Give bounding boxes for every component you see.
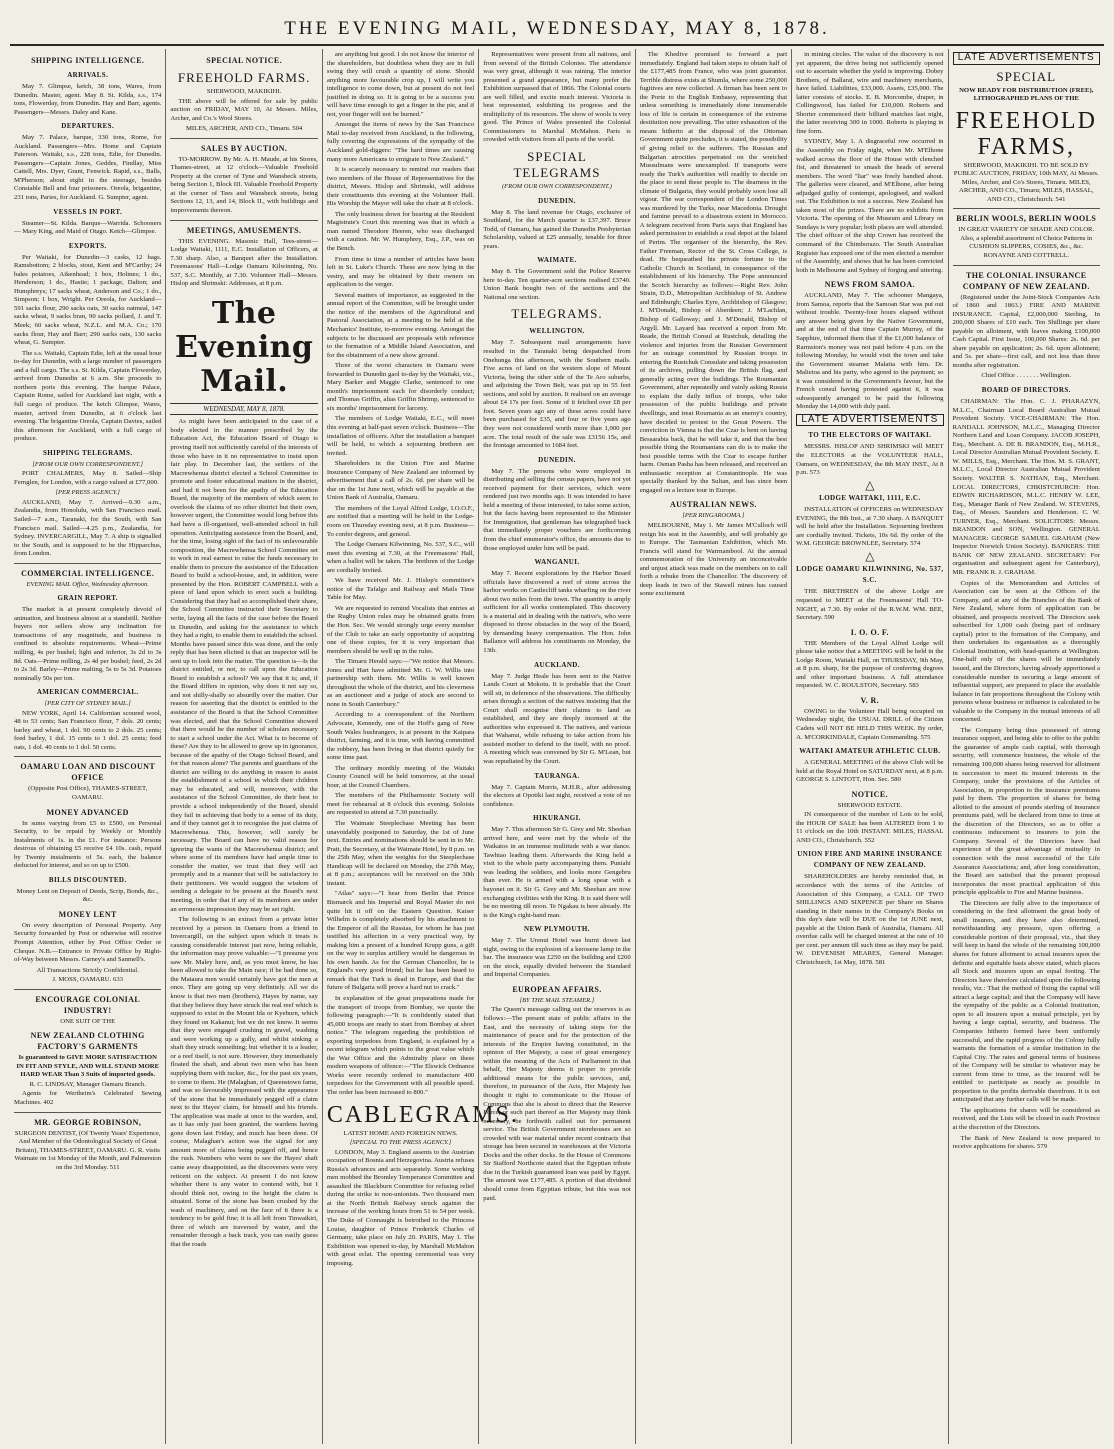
divider	[14, 756, 161, 757]
column-2	[165, 49, 321, 1444]
text-dunedin-land: May 8. The land revenue for Otago, exclusive of Southland, for the March quarter is £37,397. Bruce Todd, of Oamaru, has gained the Dunedin Presbyterian Scholarship, valued at £25 annually, tenable for three years.	[483, 208, 631, 250]
text-melbourne: MELBOURNE, May 1. Mr James M'Culloch will resign his seat in the Assembly, and will probably go to Europe. The Tasmanian Exhibition, which Mr. Francis will stand for Warrnambool. At the annual commemoration of the University an inconceivable and unjust attack was made on the members on to call forth a rebuke from the Chancellor. The discovery of deep leads in two of the Stawell mines has caused some excitement	[639, 521, 788, 598]
heading-union-fire: UNION FIRE AND MARINE INSURANCE COMPANY OF NEW ZEALAND.	[797, 850, 943, 870]
text-plans: NOW READY FOR DISTRIBUTION (FREE), LITHOGRAPHED PLANS OF THE	[959, 86, 1094, 103]
text-san-francisco-mail: Amongst the items of news by the San Francisco Mail to-day received from Auckland, is the following, fully covering the expressions of the sympathy of the Auckland gold-diggers: "The hard times are causing many more Americans to emigrate to New Zealand."	[326, 121, 475, 163]
text-invercargill-letter: The following is an extract from a private letter received by a person in Oamaru from a friend in Invercargill, on the subject upon which it treats is causing considerable interest just now, being reliable, the information may prove valuable:—"I presume you saw Mr. Maley here, and, as you must know, he has been allowed to take the Main race; if he had done so, the Mataura men would certainly have got the men at once. They are going up very definitely. All we do know is that two men (brothers), Hayes by name, say that they believe they have struck the real reef which is supposed to exist in the Mount Ida or Kyeburn, which they found on Kakanui; but we do not know. It seems that they were engaged crushing in gravel, washing and were working up a gully, and whilst sinking a shaft they struck something; but whether it is a leader, or a reef itself, is not sure. However, they immediately floated the shaft, and about two men who has been supplying them with tucker, &c., for the past six years, to come to them. He (Malaghan, of Queenstown fame, and was so favourably impressed with the appearance of the stone that he immediately pegged off a claim next to the Hayes' claim, for himself and his friends. The application was made at once to the warden, and, as it has only just been granted, the wardens having gone down last Friday, and much has been done. Of course, Malaghan's action was the signal for any amount more of claims being pegged off, and hence the rush. Numbers who went to see the Hayes' shaft came away disappointed, as the discoverers were very reticent on the subject. At present I do not know whether there is any water to contend with, but I should think not, owing to the height the claim is situated. Some of the stone has been crushed by the wash of machinery, and on the face of it there is a tendency to be gold fine; it is all left from Tinwaikiri, three of which are traversed by water, and the remainder through a back track, you can easily guess that the roads	[170, 916, 318, 1248]
subhead-special-press: [SPECIAL TO THE PRESS AGENCY.]	[349, 1139, 452, 1147]
heading-freehold-farms-ad: FREEHOLD FARMS,	[955, 107, 1097, 160]
divider	[170, 138, 317, 139]
text-auckland-shipping: AUCKLAND, May 7. Arrived—9.30 a.m., Zealandia, from Honolulu, with San Francisco mail. Sailed—7 a.m., Taranaki, for the South, with San Francisco mail. Sailed—4.25 p.m., Zealandia, for Sydney. INVERCARGILL, May 7. A ship is signalled to the South, and is supposed to be the Hipparchus, from London.	[14, 498, 162, 558]
heading-samoa: NEWS FROM SAMOA.	[824, 280, 915, 290]
heading-special-notice: SPECIAL NOTICE.	[206, 56, 283, 65]
heading-exports: EXPORTS.	[68, 241, 107, 250]
text-bills: Money Lent on Deposit of Deeds, Scrip, Bonds, &c., &c.	[16, 887, 159, 904]
text-waimate: May 8. The Government sold the Police Reserve here to-day. Ten quarter-acre sections realised £3740. Union Bank bought two of the sections and the National one section.	[483, 268, 631, 301]
text-confidential: All Transactions Strictly Confidential.	[36, 966, 139, 974]
column-4	[478, 49, 634, 1444]
text-kilwinning: The Lodge Oamaru Kilwinning, No. 537, S.C., will meet this evening at 7.30, at the Freemasons' Hall, when a ballot will be taken. The brethren of the Lodge are cordially invited.	[326, 541, 475, 574]
ad-installation: INSTALLATION of OFFICERS on WEDNESDAY EVENING, the 8th Inst., at 7.30 sharp. A BANQUET will be held after the Installation. Sojourning brethren are cordially invited. Tickets, 10s 6d. By order of the W.M. GEORGE BROWNLEE, Secretary. 574	[796, 506, 944, 548]
column-3	[322, 49, 519, 1444]
ad-hislop-shrimski: MESSRS. HISLOP AND SHRIMSKI will MEET the ELECTORS at the VOLUNTEER HALL, Oamaru, on WEDNESDAY, the 8th MAY INST., At 8 p.m. 573	[796, 443, 944, 477]
heading-board-directors: BOARD OF DIRECTORS.	[981, 386, 1071, 395]
text-money-advanced: In sums varying from £5 to £500, on Personal Security, to be repaid by Weekly or Monthly Instalments of 1s. in the £1. For instance: Persons desirous of obtaining £5 receive £4 10s. cash, repaid by Twenty instalments of 5s. each, the balance deducted for interest, and so on up to £500.	[14, 819, 162, 870]
divider	[953, 208, 1100, 209]
heading-electors: TO THE ELECTORS OF WAITAKI.	[808, 431, 932, 440]
text-meetings: THIS EVENING. Masonic Hall, Tees-street—Lodge Waitaki, 1111, E.C. Installation of Officers, at 7.30 sharp. Also, a Banquet after the Installation. Freemasons' Hall—Lodge Oamaru Kilwinning, No. 537, S.C. Monthly, at 7.30. Volunteer Hall—Messrs. Hislop and Shrimski: Addresses, at 8 p.m.	[170, 237, 318, 288]
heading-grain-report: GRAIN REPORT.	[57, 594, 118, 603]
text-timaru-herald: The Timaru Herald says:—"We notice that Messrs. Jones and Hart have admitted Mr. G. W. Willis into partnership with them. Mr. Willis is well known throughout the whole of the district, and his cleverness as an auctioneer and a judge of stock are second to none in South Canterbury."	[326, 658, 475, 708]
text-memorandum: Copies of the Memorandum and Articles of Association can be seen at the Offices of the Company, and at any of the Branches of the Bank of New Zealand, where form of application can be obtained, and prospects received. The Directors seek subscribed for 1,000 cash (being part of ordinary capital) prior to the formation of the Company, and then undertaken its organisation as a thoroughly Colonial Institution, with head-quarters at Wellington. One-half only of the shares will be immediately issued, and the Directors, having already apportioned a considerable number in securing a large amount of influential support, are prepared to place the available balance in fair proportions throughout the Colony with persons whose business or influence is calculated to be valuable to the Company in the mutual interests of all concerned.	[952, 579, 1100, 724]
text-loyal-alfred: The members of the Loyal Alfred Lodge, I.O.O.F., are notified that a meeting will be held in the Lodge-room on Thursday evening next, at 8 p.m. Business—To confer degrees, and general.	[326, 504, 475, 538]
divider	[953, 265, 1100, 266]
text-northern-advocate: According to a correspondent of the Northern Advocate, Kennedy, one of the Hoff's gang of New South Wales bushrangers, is at present in the Kaipara district, farming, and it is true, with having committed the robbery, has been living in that district quietly for some time past.	[326, 711, 475, 762]
newspaper-title: The Evening Mail.	[175, 295, 314, 399]
heading-dunedin: DUNEDIN.	[538, 196, 576, 205]
text-chief-office: Chief Office . . . . . . . Wellington.	[981, 372, 1072, 380]
heading-money-advanced: MONEY ADVANCED	[46, 807, 129, 817]
heading-notice: NOTICE.	[851, 789, 888, 799]
text-european: The Queen's message calling out the reserves is as follows:—The present state of public affairs in the East, and the necessity of taking steps for the maintenance of peace and for the protection of the interests of the Empire having constituted, in the opinion of Her Majesty, a case of great emergency within the meaning of the Acts of Parliament in that behalf, Her Majesty deems it proper to provide additional means for the public services, and, therefore, in pursuance of the Acts, Her Majesty has thought it right to communicate to the House of Commons that she is about to direct that the Reserve Force, or such part thereof as Her Majesty may think necessary, be forthwith called out for permanent service. The British Government storehouses are so crowded with war material under recent contracts that storage has been secured in warehouses at the Victoria Docks and the other docks. In the House of Commons Sir Stafford Northcote stated that the Egyptian tribute due in the Turkish guaranteed loan was paid by Egypt. The amount was £177,485. A portion of that dividend should come from Egyptian tribute, but this was not paid.	[483, 1006, 631, 1202]
text-exports: Per Waitaki, for Dunedin—3 casks, 12 bags. Ramsbottom; 2 blocks, stout, Kent and M'Carthy; 24 bales potatoes, Aikenhead; 1 box, Holmes; 1 do., Henderson; 1 do., Hastie; 1 package, Dalton; and Humphreys; 17 sacks wheat, Anderson and Co.; 1 do., Simpson; 1 box, Wright. Per Oreola, for Auckland—591 sacks flour, 290 sacks oats, 30 sacks oatmeal, 147 sacks wheat, 9 sacks bran, 90 sacks pollard, J. and T. Meek; 60 sacks wheat, N.Z.L. and M.A. Co.; 170 sacks flour, Hay and Barr; 290 sacks oats, 130 sacks wheat, G. Sumpter.	[14, 253, 162, 347]
heading-australian-news: AUSTRALIAN NEWS.	[669, 500, 757, 510]
text-company-support: The Company being thus possessed of strong insurance support, and being able to offer to the public the guarantee of ample cash capital, with thorough security, will commence business, the whole of the remaining 100,000 shares being reserved for allotment in succession to meet its insured interests in the Company, under the provisions of the Articles of Association, in proportion to the insurance premiums paid by them. The proportion of shares for being allotted to the amount of pounds sterling of insurance premiums paid, will be declared from time to time at the discretion of the Directors, so as to offer a continuous inducement to insurers to join the Company. Several of the Directors have had experience of the great advantage of mutuality in connection with the most successful of the Life Assurance Associations; and, after long consideration, the Board are satisfied that the present proposal incorporates the most practical application of this principle applicable to Fire and Marine business.	[952, 726, 1100, 897]
masthead-rule	[10, 44, 1104, 46]
text-census: May 7. The persons who were employed in distributing and selling the census papers, have not yet received payment for their services, which were rendered just two months ago. It was intended to have held a meeting of those interested, to take some action, but the facts having been represented to the Minister for Immigration, that gentleman has telegraphed back that immediately proper vouchers are forthcoming from the chief enumerator's office, the amounts due to those employed under him will be paid.	[483, 467, 631, 552]
subhead-ringarooma: [PER RINGAROOMA.]	[682, 512, 745, 520]
heading-robinson: MR. GEORGE ROBINSON,	[34, 1117, 142, 1127]
divider	[170, 220, 317, 221]
heading-berlin-wools: BERLIN WOOLS, BERLIN WOOLS	[956, 214, 1097, 224]
text-port-chalmers: PORT CHALMERS, May 8. Sailed—Ship Fernglen, for London, with a cargo valued at £77,000.	[14, 470, 162, 486]
column-7	[948, 49, 1104, 1444]
heading-loan-office: OAMARU LOAN AND DISCOUNT OFFICE	[20, 762, 156, 783]
ad-athletic: A GENERAL MEETING of the above Club will be held at the Royal Hotel on SATURDAY next, at 8 p.m. GEORGE S. LINTOTT, Hon. Sec. 580	[796, 759, 944, 784]
heading-telegrams: TELEGRAMS.	[511, 306, 603, 322]
text-one-suit: ONE SUIT OF THE	[60, 1017, 116, 1025]
masonic-emblem-icon: △	[865, 548, 875, 563]
heading-commercial: COMMERCIAL INTELLIGENCE.	[21, 568, 155, 578]
heading-late-ads: LATE ADVERTISEMENTS	[796, 414, 943, 427]
heading-lodge-kilwinning: LODGE OAMARU KILWINNING, No. 537, S.C.	[796, 565, 944, 585]
divider	[14, 1112, 161, 1113]
subhead-latest-news: LATEST HOME AND FOREIGN NEWS.	[343, 1129, 458, 1137]
subhead-correspondent: (FROM OUR OWN CORRESPONDENT.)	[501, 183, 612, 191]
heading-american: AMERICAN COMMERCIAL.	[36, 688, 139, 697]
heading-meetings: MEETINGS, AMUSEMENTS.	[186, 225, 302, 235]
column-5	[635, 49, 791, 1444]
text-philharmonic: The members of the Philharmonic Society will meet for rehearsal at 8 o'clock this evening. Soloists are requested to attend at 7.30 punctually.	[326, 792, 475, 817]
text-bank-nz: The Bank of New Zealand is now prepared to receive applications for shares. 579	[952, 1134, 1100, 1151]
heading-clothing-factory: NEW ZEALAND CLOTHING FACTORY'S GARMENTS	[30, 1031, 145, 1052]
text-sales: TO-MORROW. By Mr. A. H. Maude, at his Stores, Thames-street, at 12 o'clock—Valuable Freehold Property at the corner of Tyne and Wansbeck streets, being Section 1, Block III. Valuable Freehold Property at the corner of Tees and Wansbeck streets, being Sections 12, 13, and 14, Block II., with buildings and improvements thereon.	[170, 155, 318, 215]
text-moss: J. MOSS, OAMARU. 633	[52, 976, 124, 984]
text-lodge-waitaki: The members of Lodge Waitaki, E.C., will meet this evening at half-past seven o'clock. Business—The installation of officers. After the installation a banquet will be held, to which a sojourning brethren are invited.	[326, 415, 475, 457]
heading-new-plymouth: NEW PLYMOUTH.	[524, 925, 590, 934]
text-dentist: SURGEON DENTIST, (Of Twenty Years' Experience, And Member of the Odontological Society of Great Britain), THAMES-STREET, OAMARU. G. R. visits Waimate on 1st Monday of the Month, and Palmerston on the 3rd Monday. 511	[14, 1129, 162, 1171]
text-tauranga: May 7. Captain Morris, M.H.R., after addressing the electors at Opotiki last night, received a vote of no confidence.	[483, 783, 631, 808]
text-agricultural: Several matters of importance, as suggested in the annual report of the Committee, will be brought under the notice of the members of the Agricultural and Pastoral Association, at a meeting to be held at the Mechanics' Institute, to-morrow evening. Amongst the subjects to be discussed are proposals with reference to the formation of a Middle Island Association, and for the obtainment of a new show ground.	[326, 291, 475, 359]
subhead-mail: [PER CITY OF SYDNEY MAIL.]	[44, 700, 131, 708]
text-steeplechase: The Waimate Steeplechase Meeting has been unavoidably postponed to Saturday, the 1st of June next. Entries and nominations should be sent in to Mr. Pratt, the Secretary, at the Waimate Hotel, by 8 p.m. on the 25th May, when the weights for the Steeplechase Handicap will be declared on Monday, the 27th May, at 8 p.m.; acceptances will be received on the 30th instant.	[326, 820, 475, 887]
heading-hikurangi: HIKURANGI.	[533, 814, 581, 823]
text-freehold-auction: SHERWOOD, MAKIKIHI. TO BE SOLD BY PUBLIC AUCTION, FRIDAY, 10th MAY, At Messrs. Miles, Archer, and Co's Stores, Timaru. MILES, ARCHER, AND CO., Timaru; MILES, HASSAL, AND CO., Christchurch. 541	[953, 161, 1099, 203]
heading-sherwood-estate: SHERWOOD ESTATE.	[837, 801, 903, 809]
heading-shipping-telegrams: SHIPPING TELEGRAMS.	[42, 448, 133, 457]
text-wanganui: May 7. Recent explorations by the Harbor Board officials have discovered a reef of stone across the harbor works on Castlecliff tanks wharfing on the river about two miles from the town. The quantity is amply sufficient for all works contemplated. This discovery is a material aid in dealing with the native's, who were disposed to throw obstacles in the way of the Board, by demanding heavy compensation. The Hon. John Ballance will address his constituents on Monday, the 13th.	[483, 570, 631, 654]
heading-encourage: ENCOURAGE COLONIAL INDUSTRY!	[35, 994, 141, 1015]
divider	[14, 989, 161, 990]
subhead-correspondent: [FROM OUR OWN CORRESPONDENT.]	[32, 460, 144, 468]
text-arrivals: May 7. Glimpse, ketch, 38 tons, Wares, from Dunedin. Master, agent. May 8. St. Kilda, s.s., 174 tons, Flowerday, from Dunedin. Hay and Barr, agents. Passengers—Messrs. Daley and Kane.	[14, 83, 162, 116]
column-1	[10, 49, 165, 1444]
text-satisfaction: Is guaranteed to GIVE MORE SATISFACTION IN FIT AND STYLE, AND WILL STAND MORE HARD WEAR Than 3 Suits of imported goods.	[16, 1054, 160, 1079]
divider	[14, 563, 161, 564]
text-lindsay: R. C. LINDSAY, Manager Oamaru Branch.	[29, 1080, 146, 1088]
text-vessels: Steamer—St. Kilda. Barque—Warrida. Schooners — Mary King, and Maid of Otago. Ketch—Glimpse.	[14, 219, 162, 236]
text-directors-alive: The Directors are fully alive to the importance of considering in the first allotment the great body of small insurers, and they have also determined, notwithstanding any pressure, upon offering a considerable portion of their proposal, viz., that they will keep in hand the whole of the remaining 100,000 shares for future allotment to actual insurers upon the definite and equitable basis above stated, which places all Stock and insurers upon an equal footing. The Directors have therefore calculated upon the following results, viz.: That the method of fixing the capital will attract a large capital; and that the Company will have the sympathy of the public as a Colonial Institution, open to all insurers upon a mutual principle, yet by having a large capital, security, and business. The Companies hitherto formed have been uniformly successful, and the rapid progress of the Colony fully warrants the formation of a similar institution in the Capital City. The rates and general terms of business of the Company will be similar to whatever may be current from time to time, as the insured will be entitled to participate as nearly as possible in proportion to the profits derivable therefrom. It is not anticipated that any further calls will be made.	[952, 899, 1100, 1104]
heading-departures: DEPARTURES.	[61, 122, 115, 131]
heading-bills: BILLS DISCOUNTED.	[48, 875, 127, 884]
masthead: THE EVENING MAIL, WEDNESDAY, MAY 8, 1878.	[284, 18, 830, 39]
text-sherwood: SHERWOOD, MAKIKIHI.	[206, 88, 282, 95]
heading-late-ads: LATE ADVERTISEMENTS	[953, 52, 1100, 65]
editorial-education-board: As might have been anticipated in the case of a body elected in the manner prescribed by the Education Act, the Education Board of Otago is proving itself not sufficiently careful of the interests of those who have in it no representative to insist upon fair play. In December last, the settlers of the Macrewhenua district elected a School Committee to promote and foster educational matters in the district, and had it not been for the apathy of the Education Board, the majority of the members of which seem to overlook the claims of no other district but their own, however urgent, the Committee would long before this had have a ill-organised, well-attended school in full operation. Anticipating assistance from the Board, and, for the time, losing sight of the fact of its unfavourable composition, the Macrewhenua School Committee set to work in real earnest to raise the funds necessary to enable them to procure the assistance of the Education Board to build a school-house, and, in addition, were presented by the Hon. ROBERT CAMPBELL with a piece of land upon which to erect such a building. Considering that they had so accomplished their share, the School Committee instructed their Secretary to write, laying all the facts of the case before the Board in Dunedin, and asking for the assistance to which they had a right, to enable them to establish the school. Months have passed since this was done, and the only reply that has been elicited is that an inspector will be sent up to look into the matter. The question is—Is the district entitled, or not, to call upon the Education Board to establish a school? We say that it is; and, if the Board differs in opinion, why does it not say so, and not shilly-shally so absurdly over the matter. Our reason for asserting that the district is entitled to the assistance of the Board is that the School Committee was elected, and that the School Committee showed that there would be the number of scholars necessary to start a school under the Act. What is to become of these? Are they to be allowed to grow up in ignorance, because of the apathy of the Otago School Board, and for that reason alone? The parents and guardians of the district are willing to do anything in reason to assist the establishment of a school in which their children may be educated, and will, moreover, with the assistance of the School Committee, do their best to provide a school independently of the Board, should they fail in achieving that body to a sense of its duty, and if they cannot get it to recognise the just claims of Macrewhenua. This, however, will surely be necessary. The Board can have no valid reason for ignoring the wants of the Macrewhenua district; and where some of its members have had ample time to consider the matter, we trust that they will act promptly and in a manner that will be satisfactory to their petitioners. We would suggest the wisdom of sending a delegate to be present at the Board's next meeting, in order that if any of its members are under an erroneous impression they may be set right.	[170, 418, 318, 913]
heading-special-telegrams: SPECIAL TELEGRAMS	[513, 149, 601, 181]
text-shipping-notes: The s.s. Waitaki, Captain Edie, left at the usual hour to-day for Dunedin, with a large number of passengers and a full cargo. The s.s. St. Kilda, Captain Flowerday, arrived from Dunedin at 6 a.m. She proceeds to northern ports this evening. The barque Palace, Captain Rome, sailed for Auckland last night, with a full cargo of produce. The ketch Glimpse, Wares, master, arrived from Dunedin, at 6 o'clock last evening. The brigantine Oreola, Captain Davies, sailed this afternoon for Auckland, with a full cargo of produce.	[14, 349, 162, 443]
text-time-table: We have received Mr. J. Hislop's committee's notice of the Tafalgo and Railway and Mails Time Table for May.	[326, 577, 475, 602]
heading-auckland: AUCKLAND.	[534, 660, 580, 669]
text-torpedoes: In explanation of the great preparations made for the transport of troops from Bombay, we quote the following paragraph:—"It is confidently stated that 45,000 troops are ready to start from Bombay at short notice." The telegram regarding the prohibition of exporting torpedoes from England, is explained by a recent telegram which points to the great value which the War Office and the Admiralty place on these modern weapons of offence:—"The Elswick Ordnance Works were recently ordered to manufacture 400 torpedoes for the Government with all possible speed. The order has been increased to 800."	[326, 994, 475, 1096]
ad-brethren: THE BRETHREN of the above Lodge are requested to MEET at the Freemasons' Hall TO-NIGHT, at 7.30. By order of the R.W.M. WM. BEE, Secretary. 590	[796, 588, 944, 622]
text-directors: CHAIRMAN: The Hon. C. J. PHARAZYN, M.L.C., Chairman Local Board Australian Mutual Provident Society. VICE-CHAIRMAN: The Hon. RANDALL JOHNSON, M.L.C., Managing Director Northern Land and Loan Company. JACOB JOSEPH, Esq., Merchant. A. DE B. BRANDON, Esq., M.H.R., Local Director Australian Mutual Provident Society. E. W. MILLS, Esq., Merchant. The Hon. M. S. GRANT, M.L.C., Local Director Australian Mutual Provident Society. WALTER S. NATHAN, Esq., Merchant. LOCAL DIRECTORS, CHRISTCHURCH: Hon. EDWIN RICHARDSON, M.L.C. HENRY W. LEE, Esq., Manager Bank of New Zealand. W. STEVENS, Esq., of Messrs. Saunders and Henderson. C. W. TURNER, Esq., Merchant. SOLICITORS: Messrs. BRANDON and SON, Wellington. GENERAL MANAGER: GEORGE SAMUEL GRAHAM (New Inspector Norwich Union Society). BANKERS: THE BANK OF NEW ZEALAND. SECRETARY: For organisation and subsequent agent for Canterbury), MR. FRANK R. J. GRAHAM.	[952, 398, 1100, 576]
ad-loyal-alfred: THE Members of the Loyal Alfred Lodge will please take notice that a MEETING will be held in the Lodge Room, Waitaki Hall, on THURSDAY, 9th May, at 8 p.m. sharp, for the purpose of conferring degrees and other important business. A full attendance requested. W. C. ROULSTON, Secretary. 583	[796, 639, 944, 690]
text-wellington: May 7. Subsequent mail arrangements have resulted in the Taranaki being despatched from Onehunga this afternoon, with the Southern mails. Five acres of land on the western slope of Mount Victoria, being the other side of the Te Aro suburbs, and adjoining the Town Belt, was put up in 55 feet sections, and sold by auction. It realised on an average about £4 17s per foot. Some of it fetched over £8 per foot. Seven years ago any of these acres could have been purchased for £35, and four or five years ago they were not considered worth more than 1,000 per acre. The total result of the sale was £3156 15s, and the frontage amounted to 1684 feet.	[483, 339, 631, 450]
text-sewing: Agents for Wertheim's Celebrated Sewing Machines. 402	[14, 1090, 162, 1107]
text-letter-cont: are anything but good. I do not know the interior of the shareholders, but doubtless when they are in full swing they will crush a quantity of stone. Should anything more favourable crop up, I will write you intelligence to come down, but at present do not feel justified in doing so. It is going to be a success you will have time enough to get a finger in the pie, and if not, your finger will not be burned."	[326, 51, 475, 118]
text-representatives: It is scarcely necessary to remind our readers that two members of the House of Representatives for the district, Messrs. Hislop and Shrimski, will address their constituents this evening at the Volunteer Hall. His Worship the Mayor will take the chair at 8 o'clock.	[326, 166, 475, 208]
ad-union-fire: SHAREHOLDERS are hereby reminded that, in accordance with the terms of the Articles of Association of this Company, a CALL OF TWO SHILLINGS AND SIXPENCE per Share on Shares standing in their names in the Company's Books on this day's date will be DUE on the 1st JUNE next, payable at the Union Bank of Australia, Oamaru. All overdue calls will be charged interest at the rate of 10 per cent. per annum till such time as they may be paid. W. DEVENISH MEARES, General Manager. Christchurch, 1st May, 1878. 581	[796, 873, 944, 966]
text-auckland: May 7. Judge Heale has been sent to the Native Lands Court at Mokotu. It is probable that the Court will sit, in deference of the observations. The difficulty arises through a section of the natives insisting that the Court shall recognise their claims to land as established, and they are deeply incensed at the authorities who expressed it. The natives, and various that Wahanui, while refusing to take action from his assisted mother to defend to the itself, with no proof. A meeting which was convened by Sir G. M'Lean, but was repudiated by the Court.	[483, 672, 631, 765]
text-capital: (Registered under the Joint-Stock Companies Acts of 1860 and 1863.) FIRE AND MARINE INSURANCE. Capital, £2,000,000 Sterling, In 200,000 Shares of £10 each. Ten Shillings per share payable on allotment, with leaves making £100,000 Cash Capital. First Issue, 100,000 Shares: 2s. 6d. per share payable on application; 2s. 6d. upon allotment; and 5s. per share—first call, and not less than three months after registration.	[952, 293, 1100, 369]
masonic-emblem-icon: △	[865, 477, 875, 492]
heading-tauranga: TAURANGA.	[534, 771, 580, 780]
text-gaol: Three of the worst characters in Oamaru were forwarded to Dunedin gaol to-day by the Waitaki, viz., Mary Barker and Maggie Clarke, sentenced to one month's imprisonment each for disorderly conduct; and Thomas Griffin, alias Griffin Shrimp, sentenced to six months' imprisonment for larceny.	[326, 362, 475, 412]
text-mining: in mining circles. The value of the discovery is not yet apparent, the drive being not sufficiently opened out to ascertain whether the yield is improving. Dobey Brothers, of Ballarat, wire and machinery merchants, have failed. Liabilities, £33,000. Assets, £35,000. The latter consists of stocks. E. B. Morcombe, draper, in Collingwood, has failed for £10,000. Roberts and Shorter commenced their billiard matches last night, the latter receiving 300 in 1000. Roberts is playing in fine form.	[796, 51, 944, 135]
columns	[10, 49, 1104, 1444]
heading-wanganui: WANGANUI.	[534, 558, 580, 567]
heading-european-affairs: EUROPEAN AFFAIRS.	[512, 984, 602, 994]
ad-volunteer-drill: OWING to the Volunteer Hall being occupied on Wednesday night, the USUAL DRILL of the Citizen Cadets will NOT BE HELD THIS WEEK. By order, A. M'CORKINDALE, Captain Commanding. 575	[796, 707, 944, 741]
heading-shipping: SHIPPING INTELLIGENCE.	[31, 56, 145, 65]
heading-sales-by-auction: SALES BY AUCTION.	[200, 143, 288, 153]
text-rugby: We are requested to remind Vocalists that entries at the Rugby Union rules may be obtained gratis from the Hon. Sec. We would strongly urge every member of the Club to take an early opportunity of acquiring one of these copies, for it is very important that members should be well up in the rules.	[326, 604, 475, 655]
text-money-lent: On every description of Personal Property. Any Security forwarded by Post or otherwise will receive Prompt Attention, either by Post Office Order or Cheque. N.B.—Entrance to Private Office by Right-of-Way between Messrs. Carney's and Sanmell's.	[14, 921, 162, 964]
heading-cablegrams: CABLEGRAMS.	[326, 1101, 519, 1128]
text-county-council: The ordinary monthly meeting of the Waitaki County Council will be held tomorrow, at the usual hour, at the Council Chambers.	[326, 764, 475, 789]
heading-vessels-in-port: VESSELS IN PORT.	[53, 207, 123, 216]
text-sydney: SYDNEY, May 1. A disgraceful row occurred in the Assembly on Friday night, when Mr. M'Elhone walked across the floor of the House with clenched fist, and threatened to smash the heads of several members. The word "liar" was freely bandied about. The galleries were cleared, and M'Elhone, after being adjudged guilty of contempt, apologised, and walked out. The Exhibition is not a success. New Zealand has taken most of the prizes. There are no exhibits from Victoria. The opening of the Museum and Library on Sundays is very popular; both places are well attended. The chief officer of the ship Crown has received the command of the Chimborazo. The South Australian Register has exposed one of the men elected a member of the Assembly, and shows that he has been convicted both in Melbourne and Sydney of forging and uttering.	[796, 138, 944, 274]
text-departures: May 7. Palace, barque, 330 tons, Rome, for Auckland. Passengers—Mrs. Home and Captain Paterson. Waitaki, s.s., 228 tons, Edie, for Dunedin. Passengers—Captain Jones, Geddes, Findlay, Miss Cattell, Mrs. Dyer, Grant, Fenwick. Rapid, s.s., Balls, M'Pherson; about eight in the steerage, besides Constable Bell and four prisoners. Oreola, brigantine, 231 tons, Paries, for Auckland. G. Sumpter, agent.	[14, 134, 162, 202]
text-new-york: NEW YORK, April 14. Californian scoured wool, 48 to 53 cents; San Francisco flour, 7 dols. 20 cents; barley and wheat, 1 dol. 90 cents to 2 dols. 25 cents; feed barley, 1 dol. 15 cents to 1 dol. 25 cents; feed oats, 1 dol. 40 cents to 1 dol. 50 cents.	[14, 709, 162, 751]
column-6	[791, 49, 947, 1444]
text-atlas: "Atlas" says:—"I hear from Berlin that Prince Bismarck and his Imperial and Royal Master do not quite hit it off on the Eastern Question. Kaiser Wilhelm is completely absorbed by his attachment to the Emperor of all the Russias, for whom he has just testified his affection in a very practical way, by making him a present of a hundred Krupp guns, a gift on the way to surplus artillery would be dangerous in his own hands. As for the German Chancellor, he is England's very good friend; but he has been heard to remark that the Turk is dead in Europe, and that the future of Bulgaria will prove a hard nut to crack."	[326, 890, 475, 992]
text-loan-address: (Opposite Post Office), THAMES-STREET, OAMARU.	[28, 785, 148, 801]
heading-money-lent: MONEY LENT	[58, 909, 117, 919]
text-hikurangi: May 7. This afternoon Sir G. Grey and Mr. Sheehan arrived here, and were met by the whole of the Waikatos in an immense multitude with a war dance. Tawhiao leading them. Afterwards the King held a visit to the whole party accompanying them. Puniahi was leading the soldiers, and looks more Gengebru than ever. He is armed with a long spear with a bayonet on it. Sir G. Grey and Mr. Sheehan are now exchanging civilities with the King. It is said there will be no meeting till noon. Te Ngakau is here already. He is the King's right-hand man.	[483, 826, 631, 919]
editorial-date: WEDNESDAY, MAY 8, 1878.	[170, 403, 317, 416]
heading-lodge-waitaki: LODGE WAITAKI, 1111, E.C.	[819, 494, 921, 503]
text-new-plymouth: May 7. The Urenui Hotel was burnt down last night, owing to the explosion of a kerosene lamp in the bar. The insurance was £250 on the building and £260 on the stock, equally divided between the Standard and Imperial Companies.	[483, 937, 631, 979]
text-applications: The applications for shares will be considered as received, and the Lists will be closed in each Province at the discretion of the Directors.	[952, 1106, 1100, 1131]
subhead-press-agency: [PER PRESS AGENCY.]	[55, 489, 120, 497]
heading-wellington: WELLINGTON.	[529, 327, 585, 336]
heading-vr: V. R.	[860, 695, 880, 705]
text-cablegrams: LONDON, May 3. England assents to the Austrian occupation of Bosnia and Herzegovina. Austria refuses Russia's advances and acts separately. Some working men mobbed the Bromley Temperance Committee and assaulted the Blackburn Committee for refusing relief during the strike to non-unionists. Two thousand men at the North British Railway struck against the increase of the working hours from 51 to 54 per week. The Duke of Connaught is betrothed to the Princess Louise, daughter of Prince Frederick Charles of Germany, take place on July 20. PARIS, May 1. The Exhibition was opened to-day, by Marshall McMahon with great eclat. The opening ceremonial was very imposing.	[326, 1148, 475, 1267]
heading-ioof: I. O. O. F.	[850, 627, 889, 637]
subhead-mail-steamer: [BY THE MAIL STEAMER.]	[519, 996, 595, 1004]
text-magistrate-court: The only business down for hearing at the Resident Magistrate's Court this morning was that in which a man named Theodore Heeren, who was discharged with a caution. Mr. W. Humphrey, Esq., J.P., was on the Bench.	[326, 210, 475, 253]
text-berlin-wools: IN GREAT VARIETY OF SHADE AND COLOR. Also, a splendid assortment of Choice Patterns in CUSHION SLIPPERS, COSIES, &c., &c. RONAYNE AND COTTRELL.	[958, 226, 1095, 260]
text-samoa: AUCKLAND, May 7. The schooner Mangaya, from Samoa, reports that the Samoan Star was put out without trouble. Twenty-four hours elapsed without any answer being given by the Native Government, and at the end of that time Captain Murray, of the Sapphire, informed them that if the £1,000 balance of Rarmston's money was not paid before 4 p.m. on the following Monday, he would visit the town and take the Government steamer Malatia with him. Dr. Malietoa and his party, who agreed to the payment; so it was considered in the Government's favour, but the French consul having protested against it, it was subsequently arranged to be paid the following Monday the 14,000 with duly paid.	[796, 292, 944, 411]
text-khedive: The Khedive promised to forward a part immediately. England had taken steps to obtain half of the £177,485 from France, who was joint guarantor. Terrible distress exists at Shumla, where some 250,000 fugitives are now collected. A firman has been sent to the Porte to the English Embassy, representing that unless something is immediately done innumerable loss of life is certain in consequence of the extreme destitution now prevailing. The utter exhaustion of the means hitherto at the disposal of the Ottoman Government quite precludes, it is stated, the possibility of giving relief to the sufferers. The Russian and Bulgarian atrocities perpetrated on the wretched Mussulmans were unexampled. If transports were ready the Turk's authorities will readily to decide on the place to send these people to. The dearness in the climate of Bulgaria, they would probably soon lose all vigour. The war correspondent of the London Times was murdered by the Turks, near Macedonia. Drought and famine prevail to a disastrous extent in Morocco. A telegram received from Paris says that England has asked permission to establish a coal depot at the Island of Perim. The organiser of the hierarchy, the Rev. Father Freeman, Rector of the St. Cross College, is dead. He bequeathed his private fortune to the Catholic Church in Scotland, in consequence of the establishment of his hierarchy. The Pope announced the Scotch hierarchy as follows:—Right Rev. John Strain, D.D., Metropolitan Archbishop of St. Andrew and Edinburgh; Charles Eyre, Archbishop of Glasgow; J. M'Donald, Bishop of Aberdeen; J. M'Lachlan, Bishop of Galloway; and J. M'Donald, Bishop of Argyll. Mr. Layard has received a report from Mr. Reade, the British Consul at Rustchuk, detailing the violence and injuries from the Russian Government for an outrage committed by Russian troops in entering the Rustchuk Consulate and taking possession of its archives, pulling down the British flag, and generally acting over the buildings. The Roumanian Government, after repeatedly and vainly asking Russia to explain the daily influx of troops, who take possession of the public buildings and private dwellings, and treat Roumania as an enemy's country, have decided to protest to the Great Powers. The conviction in Vienna is that the Czar is bent on having Bessarabia back, that he will take it, and that the best possible thing the Roumanians can do is to make the best possible terms with the Czar to escape further harm. Osman Pasha has been released, and received an enthusiastic reception at Constantinople. He was specially thanked by the Sultan, and has since been engaged on a lecture tour in Europe.	[639, 51, 788, 494]
heading-freehold-farms: FREEHOLD FARMS.	[177, 70, 311, 85]
heading-special: SPECIAL	[996, 68, 1057, 84]
heading-athletic-club: WAITAKI AMATEUR ATHLETIC CLUB.	[799, 747, 941, 756]
text-auction-notice: THE above will be offered for sale by public auction on FRIDAY, MAY 10, At Messrs. Miles, Archer, and Co.'s Wool Stores.	[170, 97, 318, 122]
text-union-insurance: Shareholders in the Union Fire and Marine Insurance Company of New Zealand are informed by advertisement that a call of 2s. 6d. per share will be due on the 1st June next, which will be payable at the Union Bank of Australia, Oamaru.	[326, 460, 475, 502]
text-office: EVENING MAIL Office, Wednesday afternoon.	[26, 580, 149, 588]
heading-dunedin-2: DUNEDIN.	[538, 455, 576, 464]
heading-colonial-insurance: THE COLONIAL INSURANCE COMPANY OF NEW ZEALAND.	[962, 270, 1090, 291]
text-st-lukes: From time to time a number of articles have been left in St. Luke's Church. These are now lying in the vestry, and may be obtained by their owners on application to the verger.	[326, 255, 475, 289]
text-grain: The market is at present completely devoid of animation, and business almost at a standstill. Neither buyers nor sellers show any inclination for transactions of any magnitude, and business is confined to absolute requirements. Wheat—Prime milling, 4s per bushel; light and inferior, 3s 2d to 3s 8d. Oats—Prime milling, 2s 4d per bushel; feed, 2s 2d to 2s 3d. Barley—Prime malting, 5s to 5s 3d. Potatoes nominally 50s per ton.	[14, 606, 162, 682]
heading-waimate: WAIMATE.	[537, 256, 577, 265]
heading-arrivals: ARRIVALS.	[67, 71, 109, 79]
text-miles-archer: MILES, ARCHER, AND CO., Timaru. 504	[185, 125, 303, 133]
ad-sherwood: IN consequence of the number of Lots to be sold, the HOUR OF SALE has been ALTERED from 1 to 11 o'clock on the 10th INSTANT. MILES, HASSAL AND CO., Christchurch. 552	[796, 811, 944, 844]
text-exhibition-cont: Representatives were present from all nations, and from several of the British Colonies. The attendance was very great, although it was raining. The interior presented a grand appearance, but many prefer the Exhibition surpassed that of 1866. The Colonial courts are well filled, and excite much interest. Victoria is best represented, exhibiting its progress and the multiplicity of its resources. The show of wools is very good. The Prince of Wales presented the Colonial Commissioners to Marshal McMahon. Paris is crowded with visitors from all parts of the world.	[483, 51, 631, 144]
